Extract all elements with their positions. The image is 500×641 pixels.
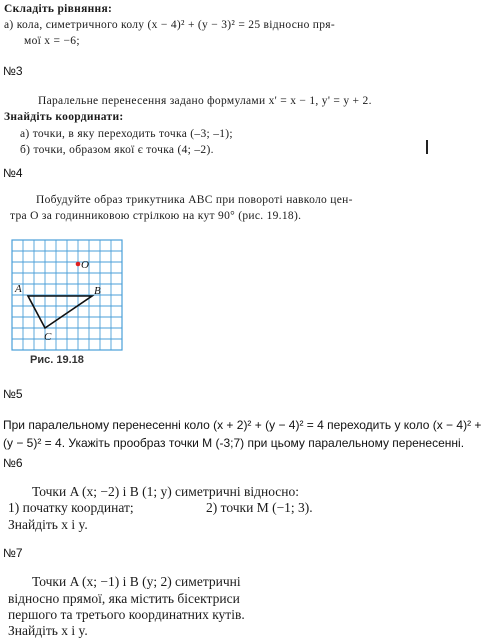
- label-c: C: [44, 331, 52, 343]
- problem-7-line2: відносно прямої, яка містить бісектриси: [8, 591, 240, 606]
- label-b: B: [94, 285, 101, 297]
- problem-6-line1: Точки A (x; −2) і B (1; y) симетричні відносно:: [32, 484, 300, 499]
- problem-7-line3: першого та третього координатних кутів.: [8, 607, 245, 622]
- problem-4-number: №4: [3, 166, 23, 180]
- problem-6-find: Знайдіть x і y.: [8, 517, 88, 532]
- problem-3-item-b: б) точки, образом якої є точка (4; –2).: [20, 144, 214, 156]
- problem-3-number: №3: [3, 64, 23, 78]
- problem-5-number: №5: [3, 387, 23, 401]
- problem-6-number: №6: [3, 456, 23, 470]
- text-cursor: [426, 140, 428, 154]
- problem-5-line2: (y − 5)² = 4. Укажіть прообраз точки М (-3;7) при цьому паралельному перенесенні.: [3, 436, 465, 450]
- problem-5-line1: При паралельному перенесенні коло (x + 2)² + (y − 4)² = 4 переходить у коло (x − 4)² +: [3, 418, 482, 432]
- problem-7-number: №7: [3, 546, 23, 560]
- task2-heading: Складіть рівняння:: [4, 3, 113, 15]
- task2-line-a: а) кола, симетричного колу (x − 4)² + (y − 3)² = 25 відносно пря-: [4, 19, 336, 31]
- problem-3-text-line1: Паралельне перенесення задано формулами x' = x − 1, y' = y + 2.: [38, 95, 372, 107]
- problem-7-line1: Точки A (x; −1) і B (y; 2) симетричні: [32, 574, 241, 589]
- problem-7-line4: Знайдіть x і y.: [8, 623, 88, 638]
- problem-3-item-a: а) точки, в яку переходить точка (–3; –1);: [20, 128, 233, 140]
- problem-4-text-line1: Побудуйте образ трикутника ABC при повороті навколо цен-: [36, 194, 353, 206]
- label-a: A: [15, 283, 22, 295]
- label-o: O: [81, 259, 89, 271]
- problem-4-text-line2: тра O за годинниковою стрілкою на кут 90° (рис. 19.18).: [10, 210, 302, 222]
- task2-line-a-cont: мої x = −6;: [24, 35, 80, 47]
- triangle-abc: [28, 296, 92, 328]
- grid: [12, 240, 122, 350]
- problem-6-item-2: 2) точки M (−1; 3).: [206, 500, 313, 515]
- figure-19-18: [0, 228, 140, 368]
- problem-3-text-line2: Знайдіть координати:: [4, 111, 124, 123]
- point-o: [76, 262, 81, 267]
- problem-6-item-1: 1) початку координат;: [8, 500, 134, 515]
- figure-caption: Рис. 19.18: [30, 354, 84, 366]
